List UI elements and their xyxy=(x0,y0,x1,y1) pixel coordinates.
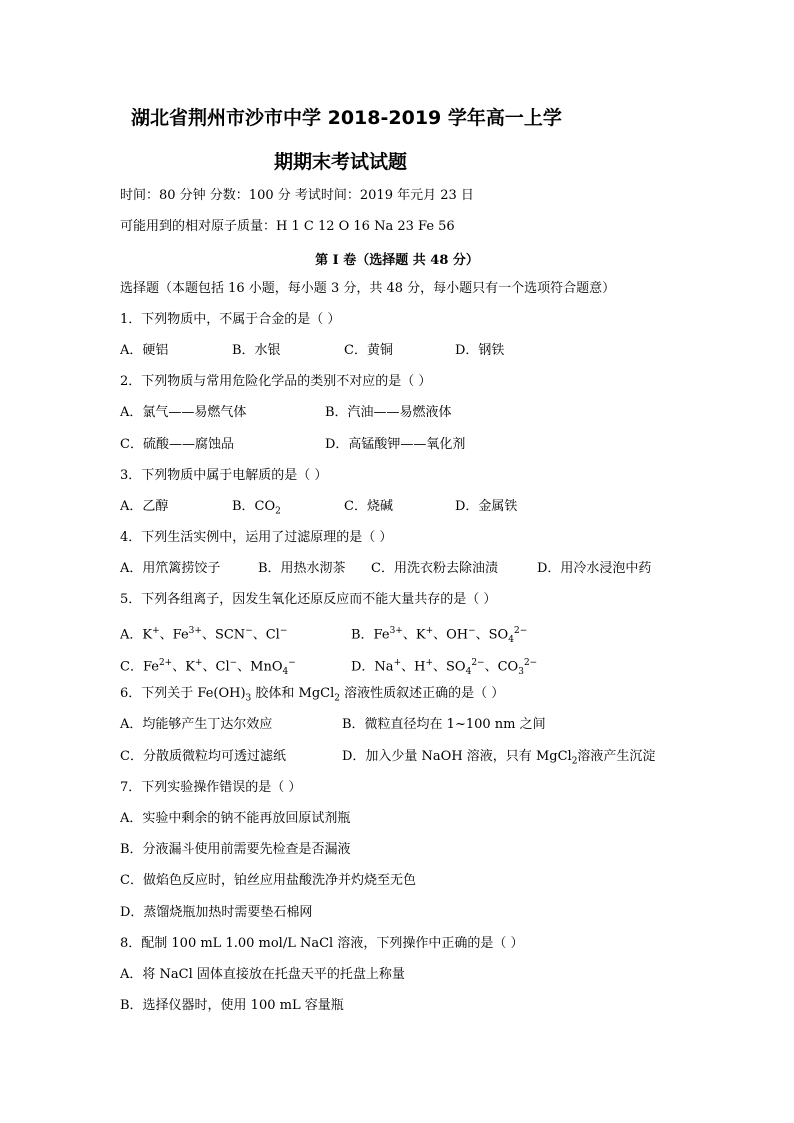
q6-option-c: C．分散质微粒均可透过滤纸 xyxy=(120,749,286,764)
q6-option-d-subscript: 2 xyxy=(571,756,578,767)
question-2-stem: 2．下列物质与常用危险化学品的类别不对应的是（ ） xyxy=(120,374,432,389)
q2-option-c: C．硫酸——腐蚀品 xyxy=(120,437,234,452)
q4-option-d: D．用冷水浸泡中药 xyxy=(537,561,652,576)
q4-option-b: B．用热水沏茶 xyxy=(258,561,346,576)
q5-option-a: A．K+、$Fe^{3+}$、SCN−、Cl− xyxy=(120,626,288,643)
q7-option-a: A．实验中剩余的钠不能再放回原试剂瓶 xyxy=(120,811,351,826)
q2-option-a: A．氯气——易燃气体 xyxy=(120,405,247,420)
section-heading: 第 I 卷（选择题 共 48 分） xyxy=(315,253,479,268)
exam-title-line-1: 湖北省荆州市沙市中学 2018-2019 学年高一上学 xyxy=(131,107,562,129)
q8-option-a: A．将 NaCl 固体直接放在托盘天平的托盘上称量 xyxy=(120,967,405,982)
question-3-stem: 3．下列物质中属于电解质的是（ ） xyxy=(120,468,328,483)
q6-option-b: B．微粒直径均在 1~100 nm 之间 xyxy=(342,717,546,732)
q6-stem-part-2: 胶体和 MgCl xyxy=(251,686,335,701)
q6-stem-subscript-2: 2 xyxy=(334,693,341,704)
q3-option-b-text: B．CO xyxy=(232,499,276,514)
question-6-stem xyxy=(120,685,504,708)
question-7-stem: 7．下列实验操作错误的是（ ） xyxy=(120,780,302,795)
q1-option-b: B．水银 xyxy=(232,343,281,358)
q6-option-d-part-2: 溶液产生沉淀 xyxy=(577,749,656,764)
section-instruction: 选择题（本题包括 16 小题，每小题 3 分，共 48 分，每小题只有一个选项符合题意） xyxy=(120,281,616,296)
atomic-mass-info: 可能用到的相对原子质量：H 1 C 12 O 16 Na 23 Fe 56 xyxy=(120,219,455,234)
q6-option-d xyxy=(342,748,655,771)
q5-option-b: B．$Fe^{3+}$、K+、OH−、$SO_4^{2-}$ xyxy=(351,626,528,645)
q7-option-b: B．分液漏斗使用前需要先检查是否漏液 xyxy=(120,842,351,857)
question-5-stem: 5．下列各组离子，因发生氧化还原反应而不能大量共存的是（ ） xyxy=(120,592,497,607)
q5-option-d: D．Na+、H+、$SO_4^{2-}$、$CO_3^{2-}$ xyxy=(351,658,538,677)
q4-option-c: C．用洗衣粉去除油渍 xyxy=(371,561,498,576)
q7-option-c: C．做焰色反应时，铂丝应用盐酸洗净并灼烧至无色 xyxy=(120,873,416,888)
q6-stem-subscript-1: 3 xyxy=(245,693,252,704)
q2-option-b: B．汽油——易燃液体 xyxy=(325,405,452,420)
q3-option-b-subscript: 2 xyxy=(275,506,281,517)
question-8-stem: 8．配制 100 mL 1.00 mol/L NaCl 溶液，下列操作中正确的是（ ） xyxy=(120,936,524,951)
q6-stem-part-1: 6．下列关于 Fe(OH) xyxy=(120,686,246,701)
q3-option-d: D．金属铁 xyxy=(455,499,518,514)
q1-option-c: C．黄铜 xyxy=(344,343,393,358)
q5-option-c: C．$Fe^{2+}$、K+、Cl−、MnO$_4$− xyxy=(120,658,296,677)
q1-option-a: A．硬铝 xyxy=(120,343,169,358)
q2-option-d: D．高锰酸钾——氧化剂 xyxy=(325,437,466,452)
q3-option-b xyxy=(232,498,281,521)
question-1-stem: 1．下列物质中，不属于合金的是（ ） xyxy=(120,312,341,327)
exam-info: 时间：80 分钟 分数：100 分 考试时间：2019 年元月 23 日 xyxy=(120,188,474,203)
q6-stem-part-3: 溶液性质叙述正确的是（ ） xyxy=(340,686,505,701)
q4-option-a: A．用笊篱捞饺子 xyxy=(120,561,221,576)
q3-option-c: C．烧碱 xyxy=(344,499,393,514)
q6-option-d-part-1: D．加入少量 NaOH 溶液，只有 MgCl xyxy=(342,749,572,764)
q6-option-a: A．均能够产生丁达尔效应 xyxy=(120,717,273,732)
q1-option-d: D．钢铁 xyxy=(455,343,505,358)
question-4-stem: 4．下列生活实例中，运用了过滤原理的是（ ） xyxy=(120,530,393,545)
exam-title-line-2: 期期末考试试题 xyxy=(274,151,408,173)
q7-option-d: D．蒸馏烧瓶加热时需要垫石棉网 xyxy=(120,905,313,920)
q8-option-b: B．选择仪器时，使用 100 mL 容量瓶 xyxy=(120,998,344,1013)
q3-option-a: A．乙醇 xyxy=(120,499,169,514)
